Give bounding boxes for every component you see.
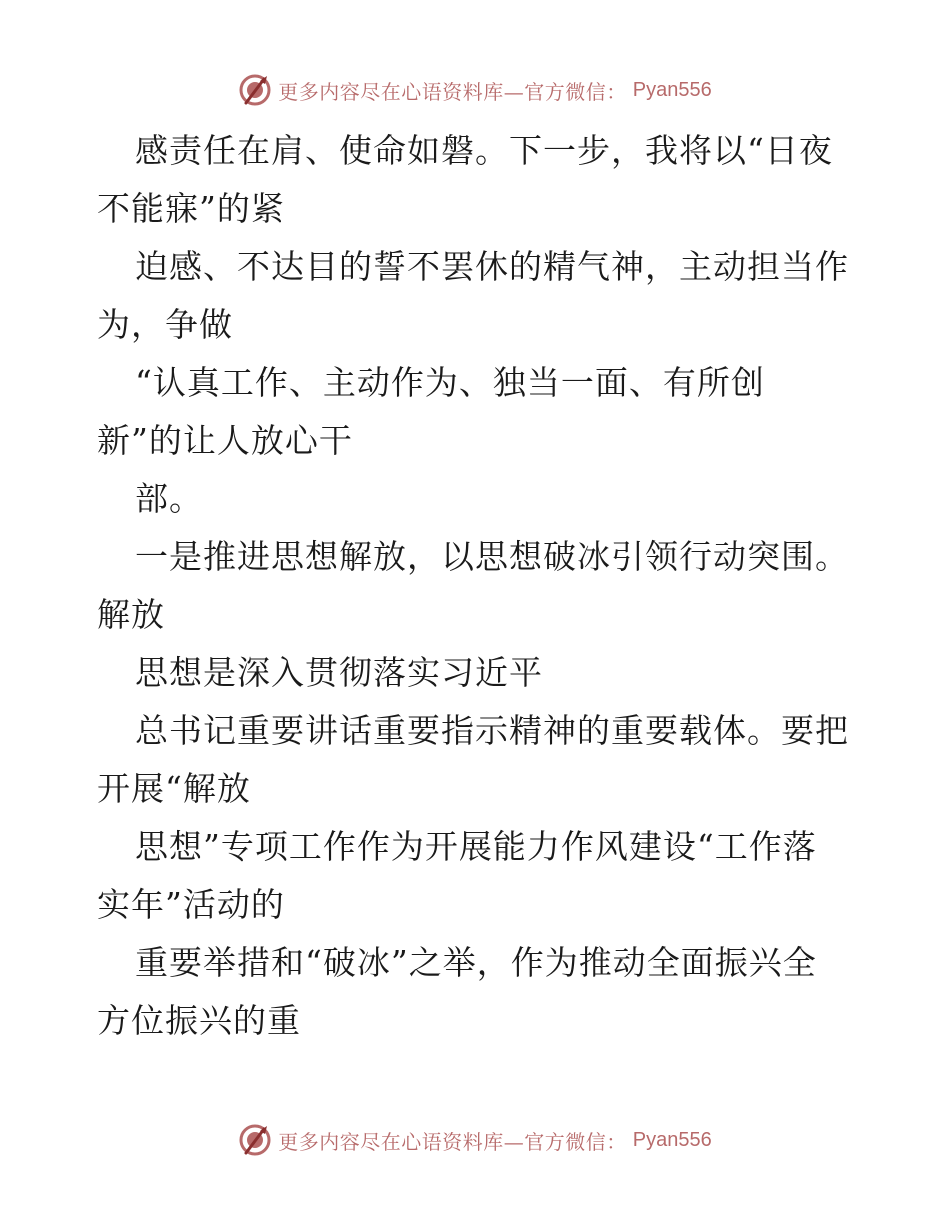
quill-logo-icon — [238, 1123, 272, 1157]
paragraph-line: 重要举措和“破冰”之举，作为推动全面振兴全 — [135, 943, 817, 982]
paragraph-line: 思想是深入贯彻落实习近平 — [135, 653, 543, 692]
watermark-wechat-id: Pyan556 — [632, 78, 712, 101]
paragraph-line: 总书记重要讲话重要指示精神的重要载体。要把 — [135, 711, 849, 750]
paragraph-line: 思想”专项工作作为开展能力作风建设“工作落 — [135, 827, 817, 866]
watermark-text: 更多内容尽在心语资料库—官方微信： — [278, 1129, 627, 1154]
quill-logo-icon — [238, 73, 272, 107]
footer-watermark — [0, 1120, 950, 1160]
paragraph-line: 迫感、不达目的誓不罢休的精气神，主动担当作 — [135, 247, 849, 286]
paragraph-line: 为，争做 — [97, 305, 233, 344]
paragraph-line: “认真工作、主动作为、独当一面、有所创 — [135, 363, 765, 402]
paragraph-line: 新”的让人放心干 — [97, 421, 353, 460]
paragraph-line: 实年”活动的 — [97, 885, 285, 924]
paragraph-line: 部。 — [135, 479, 203, 518]
paragraph-line: 方位振兴的重 — [97, 1001, 301, 1040]
paragraph-line: 解放 — [97, 595, 165, 634]
paragraph-line: 开展“解放 — [97, 769, 251, 808]
document-body — [97, 122, 857, 1050]
watermark-text: 更多内容尽在心语资料库—官方微信： — [278, 79, 627, 104]
paragraph-line: 不能寐”的紧 — [97, 189, 285, 228]
watermark-wechat-id: Pyan556 — [632, 1128, 712, 1151]
paragraph-line: 感责任在肩、使命如磐。下一步，我将以“日夜 — [135, 131, 833, 170]
paragraph-line: 一是推进思想解放，以思想破冰引领行动突围。 — [135, 537, 849, 576]
header-watermark — [0, 70, 950, 110]
